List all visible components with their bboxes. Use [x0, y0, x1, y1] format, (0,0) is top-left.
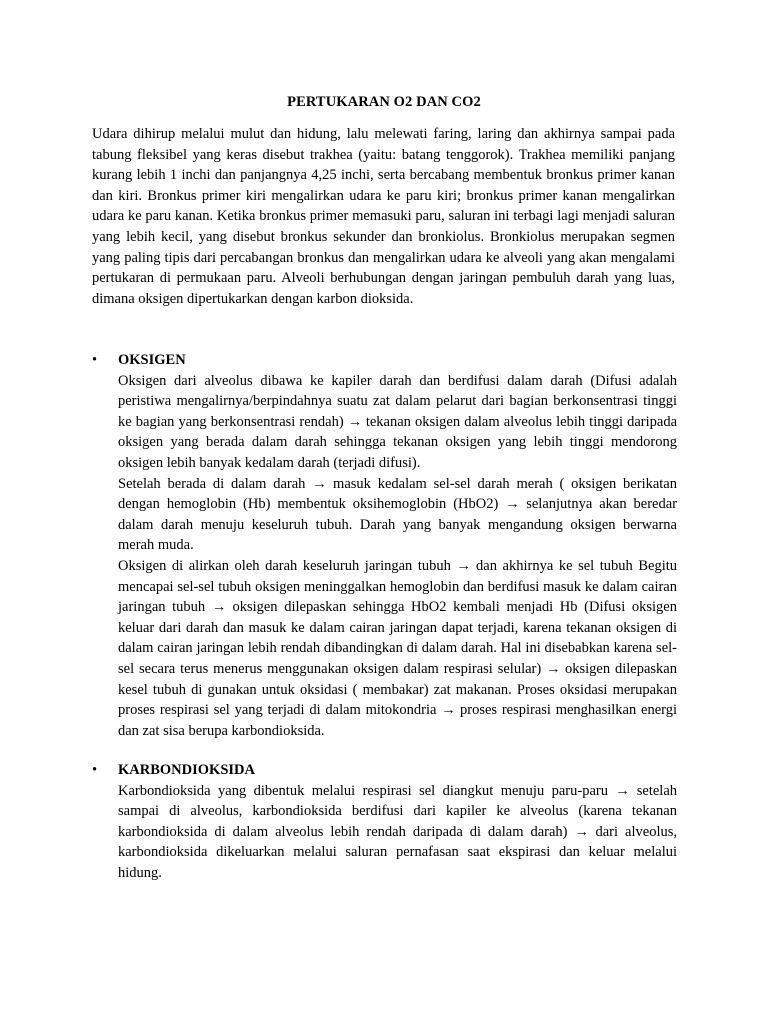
section-paragraphs — [118, 781, 677, 884]
arrow-right-icon: → — [615, 782, 630, 799]
body-paragraph — [118, 781, 677, 884]
intro-paragraph: Udara dihirup melalui mulut dan hidung, lalu melewati faring, laring dan akhirnya sampai pada tabung fleksibel yang keras disebut trakhea (yaitu: batang tenggorok). Trakhea memiliki panjang kurang lebih 1 inchi dan panjangnya 4,25 inchi, serta bercabang membentuk bronkus primer kanan dan kiri. Bronkus primer kiri mengalirkan udara ke paru kiri; bronkus primer kanan mengalirkan udara ke paru kanan. Ketika bronkus primer memasuki paru, saluran ini terbagi lagi menjadi saluran yang lebih kecil, yang disebut bronkus sekunder dan bronkiolus. Bronkiolus merupakan segmen yang paling tipis dari percabangan bronkus dan mengalirkan udara ke alveoli yang akan mengalami pertukaran di permukaan paru. Alveoli berhubungan dengan jaringan pembuluh darah yang luas, dimana oksigen dipertukarkan dengan karbon dioksida. — [92, 126, 675, 307]
text-segment: setelah sampai di alveolus, karbondioksida berdifusi dari kapiler ke alveolus (karena tekanan karbondioksida di dalam alveolus lebih rendah daripada di dalam darah) — [118, 782, 678, 840]
text-segment: Setelah berada di dalam darah — [118, 475, 313, 492]
bullet-icon: • — [92, 762, 98, 778]
text-segment: masuk kedalam sel-sel darah merah ( oksigen berikatan dengan hemoglobin (Hb) membentuk oksihemoglobin (HbO2) — [118, 475, 677, 513]
section-karbondioksida — [92, 760, 677, 884]
bullet-icon: • — [92, 352, 98, 368]
text-segment: oksigen dilepaskan kesel tubuh di gunakan untuk oksidasi ( membakar) zat makanan. Proses oksidasi merupakan proses respirasi sel yang terjadi di dalam mitokondria — [118, 660, 677, 719]
text-segment: dari alveolus, karbondioksida dikeluarkan melalui saluran pernafasan saat ekspirasi dan keluar melalui hidung. — [118, 823, 677, 881]
section-body — [118, 760, 677, 884]
body-paragraph — [118, 371, 677, 474]
section-heading: KARBONDIOKSIDA — [118, 762, 255, 778]
arrow-right-icon: → — [574, 823, 589, 840]
arrow-right-icon: → — [347, 413, 363, 430]
text-segment: oksigen dilepaskan sehingga HbO2 kembali menjadi Hb (Difusi oksigen keluar dari darah dan masuk ke dalam cairan jaringan dapat terjadi, karena tekanan oksigen di dalam cairan jaringan lebih rendah dibandingkan di dalam darah. Hal ini disebabkan karena sel-sel secara terus menerus menggunakan oksigen dalam respirasi selular) — [118, 599, 677, 677]
section-heading: OKSIGEN — [118, 352, 186, 368]
arrow-right-icon: → — [505, 496, 520, 513]
text-segment: proses respirasi menghasilkan energi dan zat sisa berupa karbondioksida. — [118, 702, 677, 739]
body-paragraph — [118, 556, 677, 741]
text-segment: dan akhirnya ke sel tubuh Begitu mencapai sel-sel tubuh oksigen meninggalkan hemoglobin dan berdifusi masuk ke dalam cairan jaringan tubuh — [118, 557, 678, 616]
arrow-right-icon: → — [441, 702, 456, 719]
text-segment: Oksigen dari alveolus dibawa ke kapiler darah dan berdifusi dalam darah (Difusi adalah peristiwa mengalirnya/berpindahnya suatu zat dalam pelarut dari bagian berkonsentrasi tinggi ke bagian yang berkonsentrasi rendah) — [118, 372, 677, 430]
section-body — [118, 350, 677, 741]
text-segment: selanjutnya akan beredar dalam darah menuju keseluruh tubuh. Darah yang banyak mengandung oksigen berwarna merah muda. — [118, 496, 678, 554]
arrow-right-icon: → — [456, 557, 471, 574]
section-paragraphs — [118, 371, 677, 742]
page-title: PERTUKARAN O2 DAN CO2 — [287, 94, 481, 110]
arrow-right-icon: → — [546, 660, 561, 677]
arrow-right-icon: → — [312, 475, 327, 492]
text-segment: Oksigen di alirkan oleh darah keseluruh jaringan tubuh — [118, 557, 457, 574]
section-oksigen — [92, 350, 677, 741]
text-segment: tekanan oksigen dalam alveolus lebih tinggi daripada oksigen yang berada dalam darah sehingga tekanan oksigen yang lebih tinggi mendorong oksigen lebih banyak kedalam darah (terjadi difusi). — [118, 413, 678, 471]
arrow-right-icon: → — [211, 599, 227, 616]
body-paragraph — [118, 474, 677, 556]
text-segment: Karbondioksida yang dibentuk melalui respirasi sel diangkut menuju paru-paru — [118, 782, 616, 799]
